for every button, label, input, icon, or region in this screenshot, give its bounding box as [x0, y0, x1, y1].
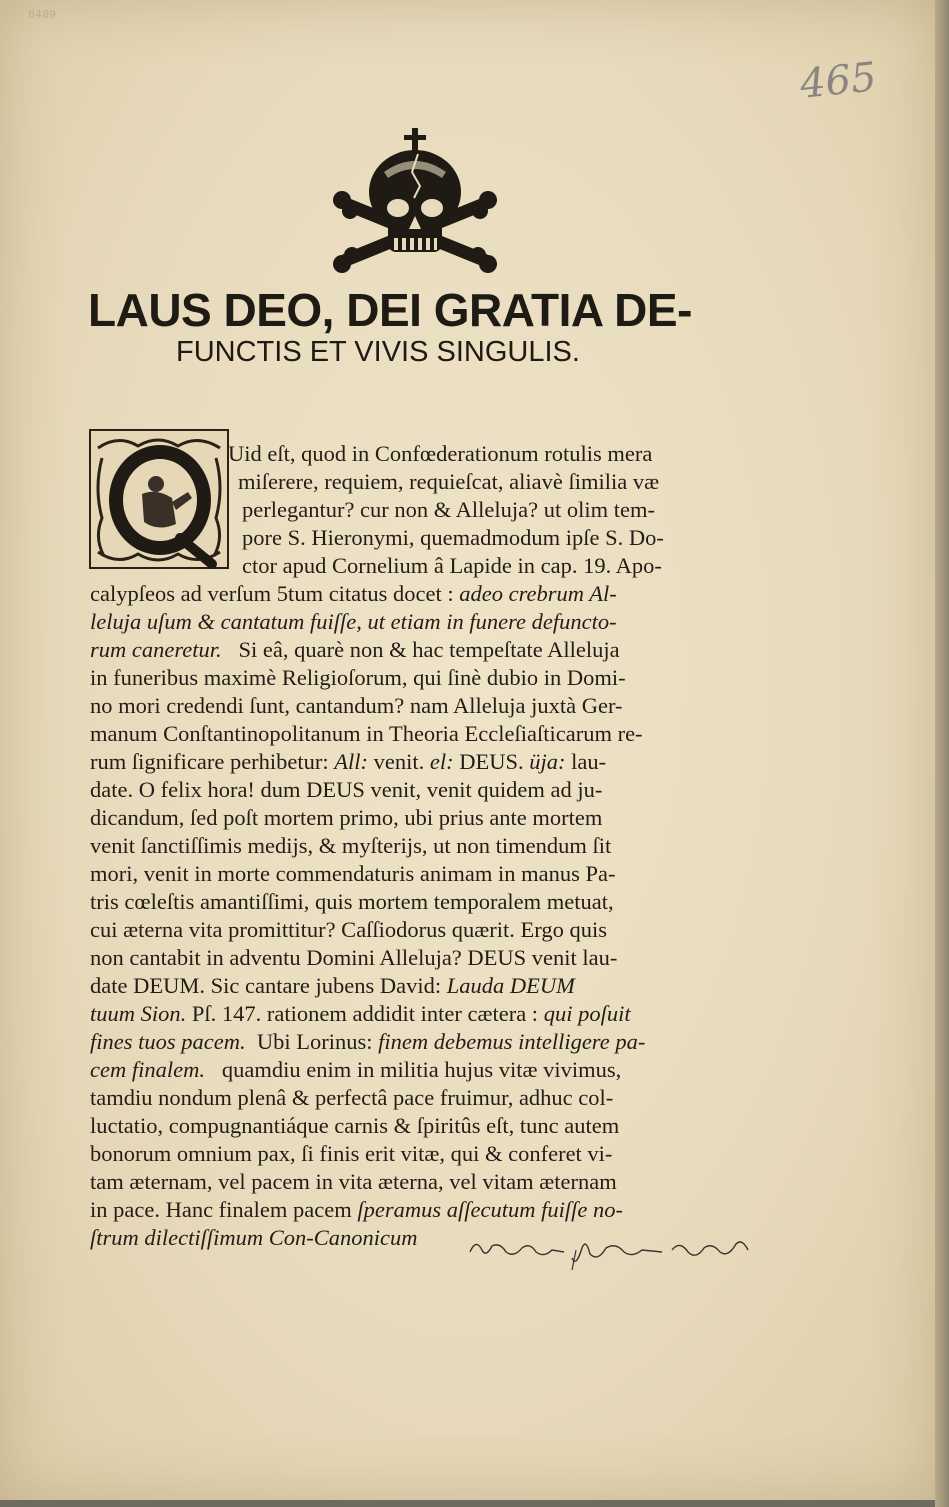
body-line-8: rum caneretur. Si eâ, quarè non & hac tempeſtate Alleluja	[90, 637, 620, 662]
body-line-28: in pace. Hanc finalem pacem ſperamus aſſecutum fuiſſe no-	[90, 1197, 623, 1222]
body-line-3: perlegantur? cur non & Alleluja? ut olim tem-	[242, 497, 655, 522]
body-line-2: miſerere, requiem, requieſcat, aliavè ſimilia væ	[238, 469, 660, 494]
folio-number: 465	[797, 54, 879, 108]
body-line-18: cui æterna vita promittitur? Caſſiodorus quærit. Ergo quis	[90, 917, 608, 942]
page-edge	[935, 0, 949, 1507]
body-line-19: non cantabit in adventu Domini Alleluja? DEUS venit lau-	[90, 945, 618, 970]
body-line-14: dicandum, ſed poſt mortem primo, ubi prius ante mortem	[90, 805, 603, 830]
body-line-13: date. O felix hora! dum DEUS venit, venit quidem ad ju-	[90, 777, 603, 802]
body-line-21: tuum Sion. Pſ. 147. rationem addidit inter cætera : qui poſuit	[90, 1001, 631, 1026]
title-line-1: LAUS DEO, DEI GRATIA DE-	[88, 284, 692, 336]
body-line-27: tam æternam, vel pacem in vita æterna, vel vitam æternam	[90, 1169, 617, 1194]
body-line-25: luctatio, compugnantiáque carnis & ſpiritûs eſt, tunc autem	[90, 1113, 620, 1138]
skull-crossbones-icon	[332, 128, 500, 278]
body-line-15: venit ſanctiſſimis medijs, & myſterijs, ut non timendum ſit	[90, 833, 612, 858]
body-line-9: in funeribus maximè Religioſorum, qui ſinè dubio in Domi-	[90, 665, 626, 690]
body-line-16: mori, venit in morte commendaturis animam in manus Pa-	[90, 861, 616, 886]
body-line-6: calypſeos ad verſum 5tum citatus docet : adeo crebrum Al-	[90, 581, 617, 606]
title-line-2: FUNCTIS ET VIVIS SINGULIS.	[176, 336, 580, 368]
body-line-4: pore S. Hieronymi, quemadmodum ipſe S. Do-	[242, 525, 664, 550]
body-line-20: date DEUM. Sic cantare jubens David: Lauda DEUM	[90, 973, 575, 998]
body-line-24: tamdiu nondum plenâ & perfectâ pace fruimur, adhuc col-	[90, 1085, 614, 1110]
body-line-10: no mori credendi ſunt, cantandum? nam Alleluja juxtà Ger-	[90, 693, 623, 718]
body-line-5: ctor apud Cornelium â Lapide in cap. 19. Apo-	[242, 553, 662, 578]
body-line-26: bonorum omnium pax, ſi finis erit vitæ, qui & conferet vi-	[90, 1141, 613, 1166]
archive-number: 8489	[28, 8, 56, 21]
body-line-23: cem finalem. quamdiu enim in militia hujus vitæ vivimus,	[90, 1057, 622, 1082]
decorated-initial	[88, 428, 230, 570]
body-line-12: rum ſignificare perhibetur: All: venit. el: DEUS. üja: lau-	[90, 749, 607, 774]
body-line-17: tris cœleſtis amantiſſimi, quis mortem temporalem metuat,	[90, 889, 614, 914]
body-line-29: ſtrum dilectiſſimum Con-Canonicum	[90, 1225, 418, 1250]
handwritten-signature	[466, 1228, 756, 1270]
body-line-22: fines tuos pacem. Ubi Lorinus: finem debemus intelligere pa-	[90, 1029, 646, 1054]
body-line-1: Uid eſt, quod in Confœderationum rotulis mera	[228, 441, 653, 466]
body-line-11: manum Conſtantinopolitanum in Theoria Eccleſiaſticarum re-	[90, 721, 643, 746]
body-line-7: leluja uſum & cantatum fuiſſe, ut etiam in funere defuncto-	[90, 609, 617, 634]
